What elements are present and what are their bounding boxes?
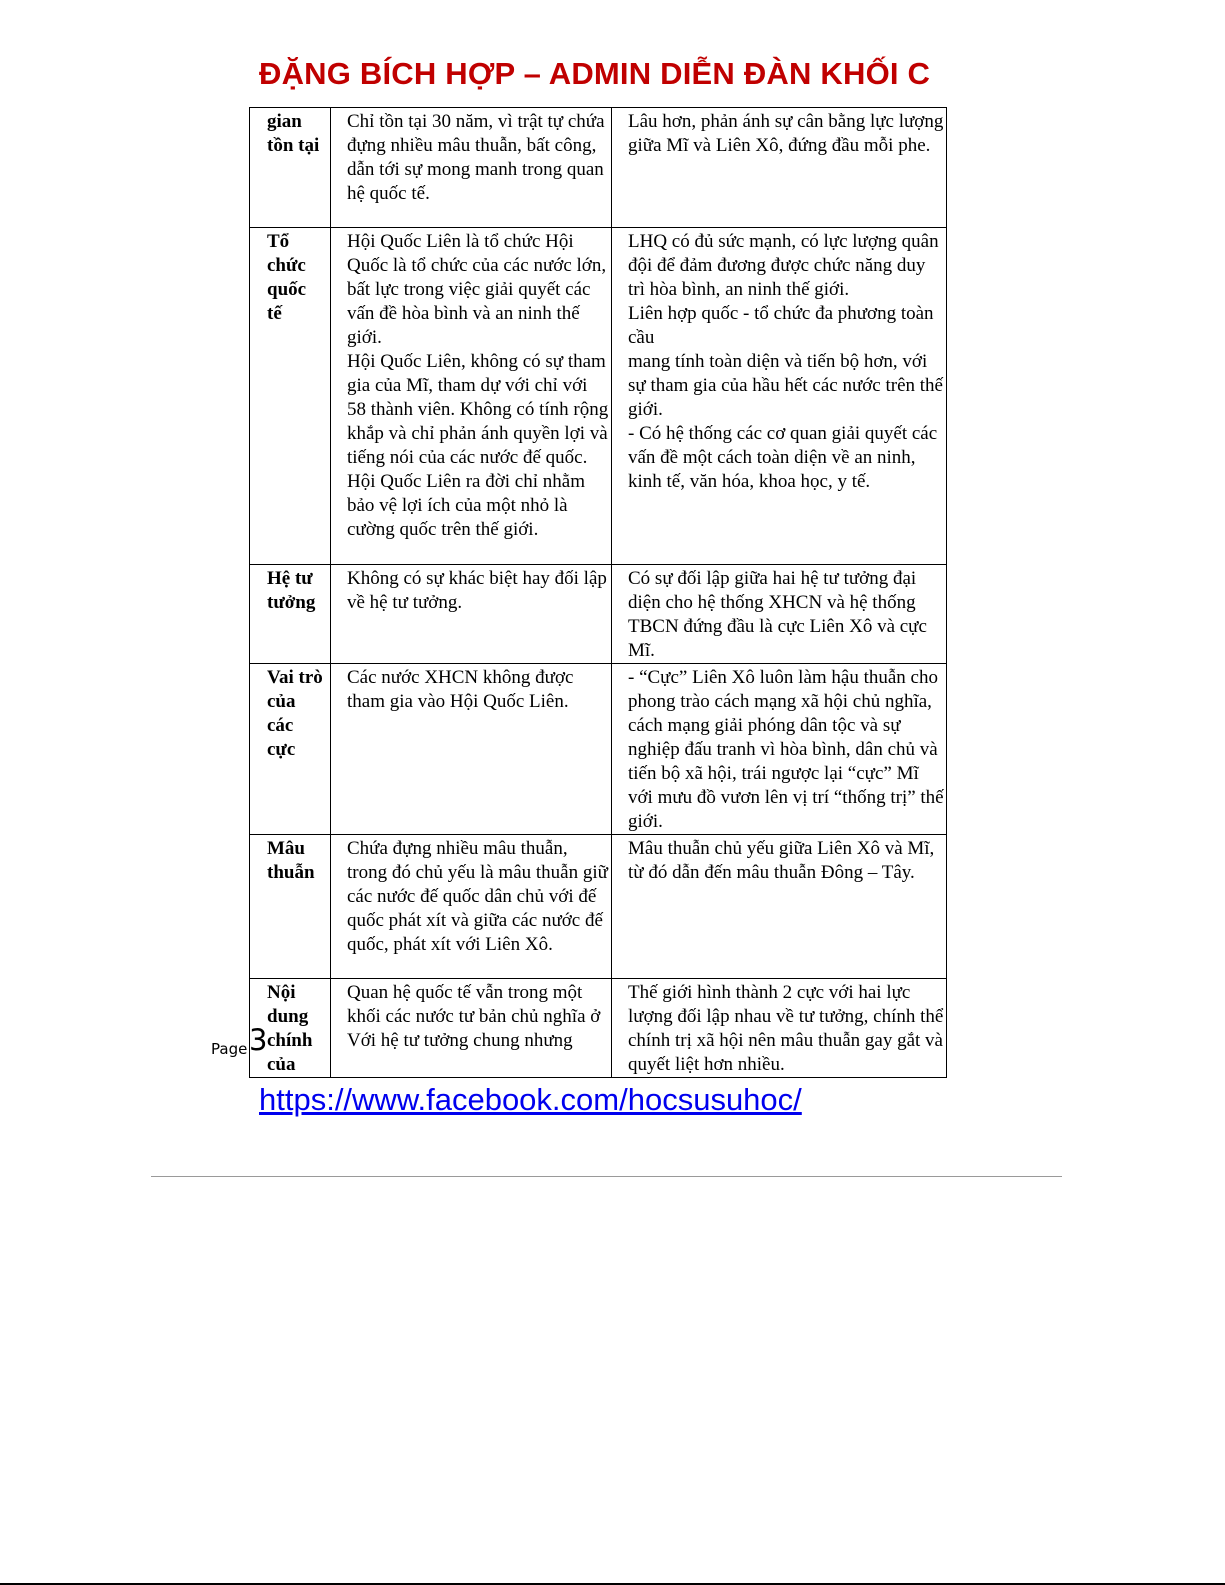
cell-new-order: - “Cực” Liên Xô luôn làm hậu thuẫn cho phong trào cách mạng xã hội chủ nghĩa, cách mạng giải phóng dân tộc và sự nghiệp đấu tranh vì hòa bình, dân chủ và tiến bộ xã hội, trái ngược lại “cực” Mĩ với mưu đồ vươn lên vị trí “thống trị” thế giới. xyxy=(612,664,947,835)
cell-new-order: Lâu hơn, phản ánh sự cân bằng lực lượng giữa Mĩ và Liên Xô, đứng đầu mỗi phe. xyxy=(612,108,947,228)
cell-old-order: Quan hệ quốc tế vẫn trong một khối các nước tư bản chủ nghĩa ở Với hệ tư tưởng chung nhưng xyxy=(331,979,612,1078)
table-row-he-tu-tuong xyxy=(250,565,947,664)
cell-old-order: Không có sự khác biệt hay đối lập về hệ tư tưởng. xyxy=(331,565,612,664)
cell-new-order: Thế giới hình thành 2 cực với hai lực lượng đối lập nhau về tư tưởng, chính thể chính trị xã hội nên mâu thuẫn gay gắt và quyết liệt hơn nhiều. xyxy=(612,979,947,1078)
table-row-vai-tro-cac-cuc xyxy=(250,664,947,835)
cell-old-order: Chỉ tồn tại 30 năm, vì trật tự chứa đựng nhiều mâu thuẫn, bất công, dẫn tới sự mong manh trong quan hệ quốc tế. xyxy=(331,108,612,228)
cell-old-order: Chứa đựng nhiều mâu thuẫn, trong đó chủ yếu là mâu thuẫn giữ các nước đế quốc dân chủ với đế quốc phát xít và giữa các nước đế quốc, phát xít với Liên Xô. xyxy=(331,835,612,979)
row-label: Nội dung chính của xyxy=(250,979,331,1078)
row-label: gian tồn tại xyxy=(250,108,331,228)
row-label: Vai trò của các cực xyxy=(250,664,331,835)
comparison-table xyxy=(249,107,947,1078)
cell-old-order: Các nước XHCN không được tham gia vào Hội Quốc Liên. xyxy=(331,664,612,835)
table-row-to-chuc-quoc-te xyxy=(250,228,947,565)
document-header-title: ĐẶNG BÍCH HỢP – ADMIN DIỄN ĐÀN KHỐI C xyxy=(259,56,931,91)
page-label: Page xyxy=(211,1040,248,1058)
cell-new-order: Có sự đối lập giữa hai hệ tư tưởng đại diện cho hệ thống XHCN và hệ thống TBCN đứng đầu là cực Liên Xô và cực Mĩ. xyxy=(612,565,947,664)
cell-old-order: Hội Quốc Liên là tổ chức Hội Quốc là tổ chức của các nước lớn, bất lực trong việc giải quyết các vấn đề hòa bình và an ninh thế giới. Hội Quốc Liên, không có sự tham gia của Mĩ, tham dự với chỉ với 58 thành viên. Không có tính rộng khắp và chỉ phản ánh quyền lợi và tiếng nói của các nước đế quốc. Hội Quốc Liên ra đời chỉ nhằm bảo vệ lợi ích của một nhỏ là cường quốc trên thế giới. xyxy=(331,228,612,565)
row-label: Mâu thuẫn xyxy=(250,835,331,979)
table-row-noi-dung-chinh xyxy=(250,979,947,1078)
page-separator xyxy=(151,1176,1062,1177)
cell-new-order: LHQ có đủ sức mạnh, có lực lượng quân đội để đảm đương được chức năng duy trì hòa bình, an ninh thế giới. Liên hợp quốc - tổ chức đa phương toàn cầu mang tính toàn diện và tiến bộ hơn, với sự tham gia của hầu hết các nước trên thế giới. - Có hệ thống các cơ quan giải quyết các vấn đề một cách toàn diện về an ninh, kinh tế, văn hóa, khoa học, y tế. xyxy=(612,228,947,565)
row-label: Hệ tư tưởng xyxy=(250,565,331,664)
table-row-ton-tai xyxy=(250,108,947,228)
table-row-mau-thuan xyxy=(250,835,947,979)
cell-new-order: Mâu thuẫn chủ yếu giữa Liên Xô và Mĩ, từ đó dẫn đến mâu thuẫn Đông – Tây. xyxy=(612,835,947,979)
page-number: 3 xyxy=(249,1023,268,1057)
row-label: Tổ chức quốc tế xyxy=(250,228,331,565)
facebook-link[interactable]: https://www.facebook.com/hocsusuhoc/ xyxy=(259,1082,802,1117)
